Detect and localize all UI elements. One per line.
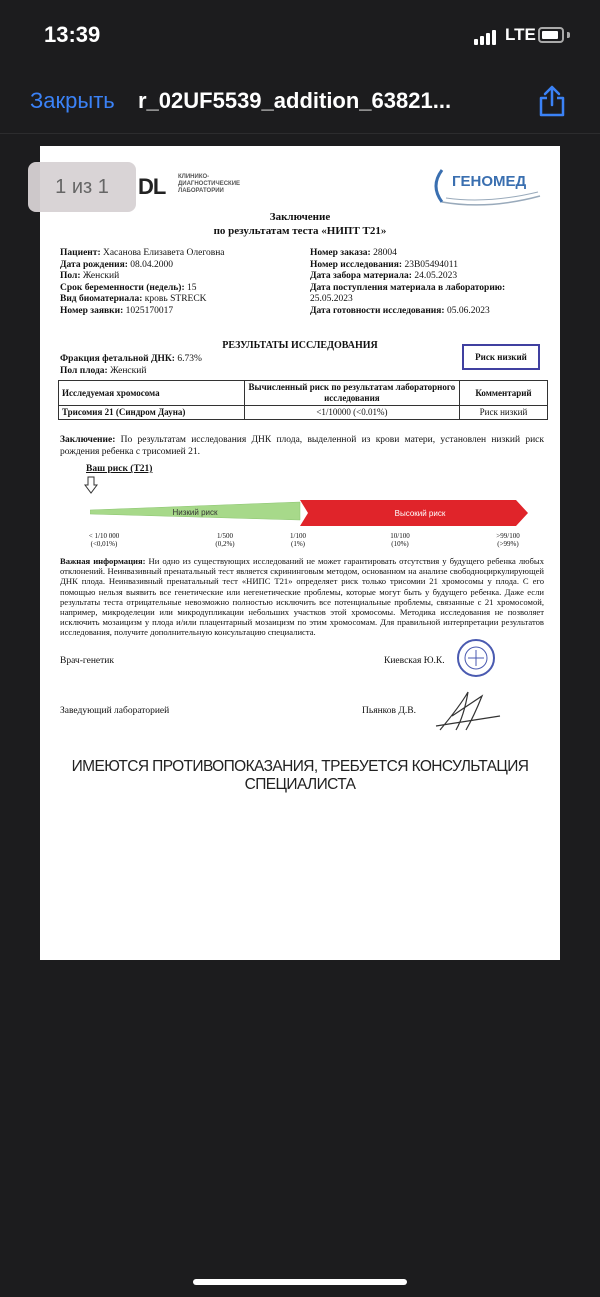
patient-dob: 08.04.2000	[130, 259, 174, 270]
lab-head-label: Заведующий лабораторией	[60, 706, 170, 716]
table-cell: <1/10000 (<0.01%)	[244, 406, 459, 420]
collection-date: 24.05.2023	[414, 271, 458, 281]
lab-logo: DL	[138, 174, 166, 199]
cellular-signal-icon	[474, 29, 500, 45]
fetal-fraction: 6.73%	[177, 354, 202, 364]
scale-tick: 1/500 (0,2%)	[215, 532, 235, 548]
table-header: Комментарий	[459, 381, 547, 406]
risk-scale	[90, 498, 530, 528]
contraindications-warning: ИМЕЮТСЯ ПРОТИВОПОКАЗАНИЯ, ТРЕБУЕТСЯ КОНСУЛЬТАЦИЯ СПЕЦИАЛИСТА	[71, 758, 529, 793]
heading-line-1: Заключение	[269, 211, 331, 223]
geneticist-label: Врач-генетик	[60, 656, 115, 666]
table-header: Исследуемая хромосома	[59, 381, 245, 406]
heading-line-2: по результатам теста «НИПТ Т21»	[213, 225, 387, 237]
lab-head-name: Пьянков Д.В.	[362, 706, 416, 716]
table-cell: Трисомия 21 (Синдром Дауна)	[59, 406, 245, 420]
fetal-sex: Женский	[110, 366, 147, 376]
risk-marker-arrow-icon	[84, 476, 98, 494]
results-table	[58, 380, 548, 420]
scale-tick: 10/100 (10%)	[390, 532, 410, 548]
home-indicator[interactable]	[193, 1279, 407, 1285]
table-row	[59, 406, 548, 420]
status-time: 13:39	[44, 22, 101, 47]
received-date: 25.05.2023	[310, 294, 353, 304]
close-button[interactable]: Закрыть	[30, 88, 115, 113]
patient-info: Пациент: Хасанова Елизавета Олеговна Дата рождения: 08.04.2000 Пол: Женский Срок беременности (недель): 15 Вид биоматериала: кровь STRECK Номер заявки: 1025170017	[60, 248, 225, 316]
stamp-icon	[456, 638, 496, 678]
patient-sex: Женский	[82, 271, 120, 281]
order-info: Номер заказа: 28004 Номер исследования: 23B05494011 Дата забора материала: 24.05.2023 Дата поступления материала в лабораторию: 25.05.2023 Дата готовности исследования: 05.06.2023	[310, 248, 506, 316]
signature-icon	[430, 686, 510, 736]
genomed-logo-text: ГЕНОМЕД	[452, 173, 527, 190]
order-number: 28004	[373, 248, 397, 258]
patient-name: Хасанова Елизавета Олеговна	[102, 248, 225, 258]
gestation-weeks: 15	[187, 282, 197, 293]
geneticist-name: Киевская Ю.К.	[384, 656, 445, 666]
risk-verdict-box: Риск низкий	[462, 344, 540, 370]
network-type: LTE	[505, 25, 536, 44]
your-risk-label: Ваш риск (Т21)	[86, 464, 153, 474]
scale-tick: 1/100 (1%)	[290, 532, 306, 548]
battery-tip	[567, 32, 570, 38]
table-cell: Риск низкий	[459, 406, 547, 420]
important-information: Важная информация: Ни одно из существующих исследований не может гарантировать отсутствия у будущего ребенка любых отклонений. Неинвазивный пренатальный тест является скрининговым методом, основанном на анализе свободноциркулирующей ДНК плода. Неинвазивный пренатальный тест «НИПС Т21» определяет риск только трисомии 21 хромосомы у плода. С его помощью нельзя выявить все генетические или негенетические проблемы, которые могут быть у будущего ребенка. Даже если результаты теста отрицательные невозможно полностью исключить все потенциальные проблемы, связанные с 21 хромосомой, например, микроделеции или микродупликации небольших участков этой хромосомы. Методика исследования не позволяет исключить мозаицизм у плода и/или плацентарный мозаицизм по этим хромосомам. Для правильной интерпретации результатов исследования, получите дополнительную консультацию специалиста.	[60, 556, 544, 638]
genomed-logo	[428, 164, 546, 208]
battery-icon	[538, 27, 564, 43]
scale-tick: < 1/10 000 (<0,01%)	[88, 532, 120, 548]
conclusion: Заключение: По результатам исследования ДНК плода, выделенной из крови матери, установлен низкий риск рождения ребенка с трисомией 21.	[60, 435, 544, 457]
table-header: Вычисленный риск по результатам лабораторного исследования	[244, 381, 459, 406]
request-number: 1025170017	[125, 305, 174, 316]
share-icon[interactable]	[536, 84, 568, 118]
study-number: 23B05494011	[404, 259, 458, 270]
document-heading	[40, 210, 560, 238]
results-title: РЕЗУЛЬТАТЫ ИССЛЕДОВАНИЯ	[222, 340, 378, 351]
document-page[interactable]	[40, 146, 560, 960]
scale-tick: >99/100 (>99%)	[496, 532, 520, 548]
fetal-info: Фракция фетальной ДНК: 6.73% Пол плода: Женский	[60, 354, 202, 376]
ready-date: 05.06.2023	[446, 305, 490, 316]
status-bar	[0, 0, 600, 70]
biomaterial: кровь STRECK	[144, 294, 207, 304]
page-indicator: 1 из 1	[28, 162, 136, 212]
lab-logo-subtitle: КЛИНИКО-ДИАГНОСТИЧЕСКИЕ ЛАБОРАТОРИИ	[178, 174, 241, 194]
low-risk-label: Низкий риск	[172, 508, 218, 517]
document-title: r_02UF5539_addition_63821...	[138, 88, 452, 113]
table-header-row	[59, 381, 548, 406]
navigation-bar	[0, 70, 600, 134]
high-risk-label: Высокий риск	[394, 509, 446, 518]
